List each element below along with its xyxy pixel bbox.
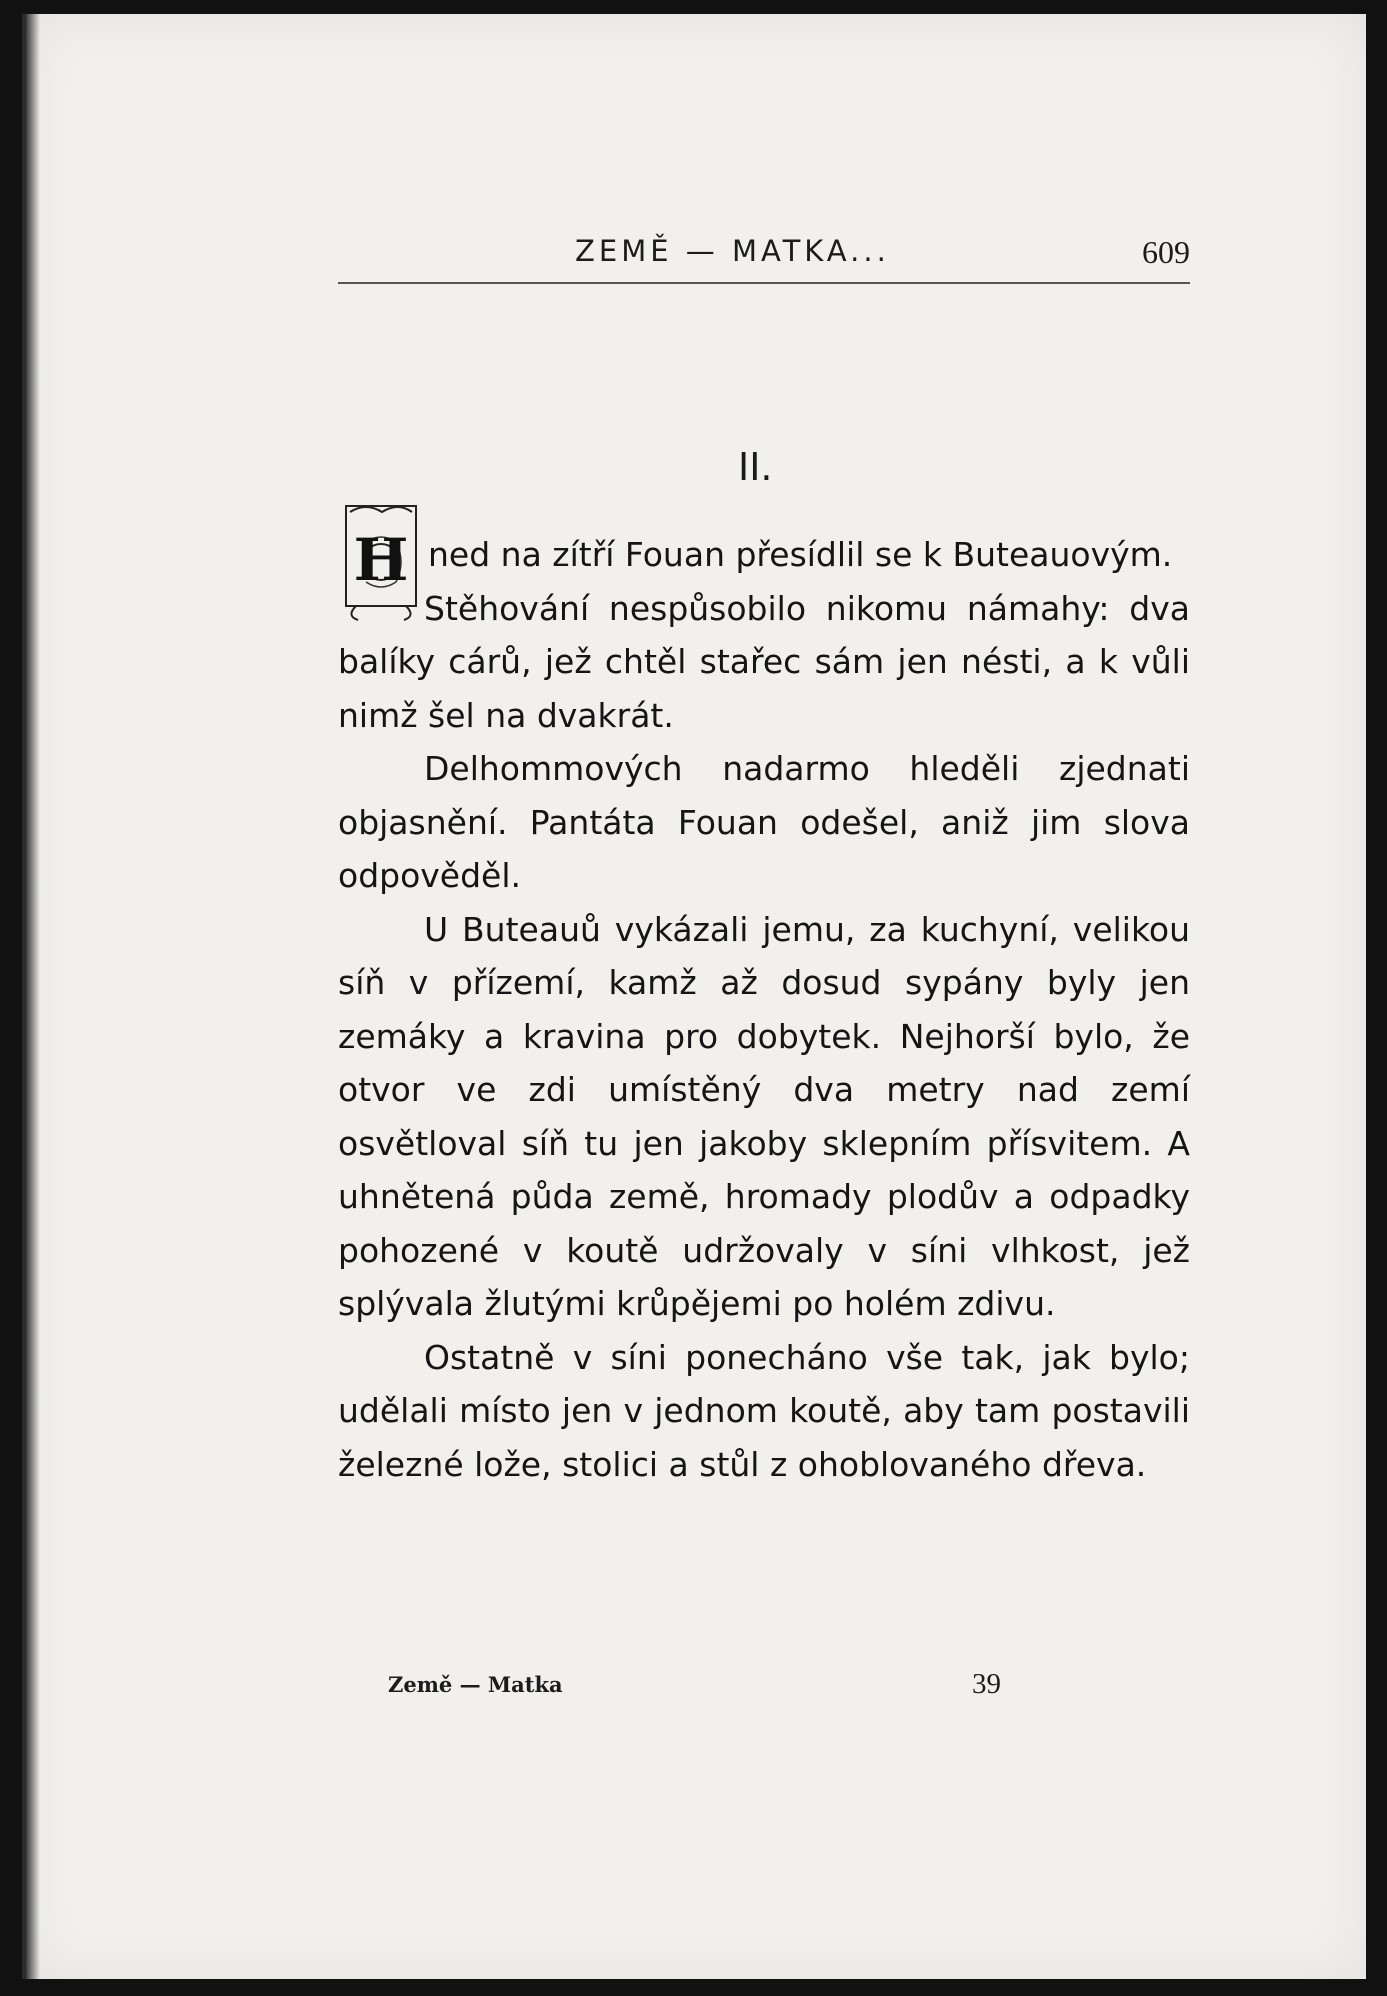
sheet-number: 39	[972, 1668, 1001, 1700]
paragraph-5: Ostatně v síni ponecháno vše tak, jak bylo; udělali místo jen v jednom koutě, aby tam postavili železné lože, stolici a stůl z ohoblovaného dřeva.	[338, 1337, 1190, 1484]
binding-shadow	[26, 14, 40, 1979]
running-header	[338, 232, 1190, 284]
chapter-number: II.	[738, 445, 773, 489]
paragraph-4: U Buteauů vykázali jemu, za kuchyní, velikou síň v přízemí, kamž až dosud sypány byly jen zemáky a kravina pro dobytek. Nejhorší bylo, že otvor ve zdi umístěný dva metry nad zemí osvětloval síň tu jen jakoby sklepním přísvitem. A uhnětená půda země, hromady plodův a odpadky pohozené v koutě udržovaly v síni vlhkost, jež splývala žlutými krůpějemi po holém zdivu.	[338, 909, 1190, 1323]
running-title: ZEMĚ — MATKA...	[575, 234, 890, 268]
page-number: 609	[1142, 234, 1190, 270]
paragraph-1	[338, 528, 1190, 582]
signature-mark: Země — Matka	[388, 1672, 563, 1697]
paragraph-2: Stěhování nespůsobilo nikomu námahy: dva balíky cárů, jež chtěl stařec sám jen nésti, a k vůli nimž šel na dvakrát.	[338, 588, 1190, 735]
dropcap-letter: H	[353, 526, 409, 594]
paragraph-1-text: ned na zítří Fouan přesídlil se k Buteauovým.	[428, 535, 1173, 574]
body-text	[338, 528, 1190, 1491]
paragraph-3: Delhommových nadarmo hleděli zjednati objasnění. Pantáta Fouan odešel, aniž jim slova odpověděl.	[338, 749, 1190, 895]
